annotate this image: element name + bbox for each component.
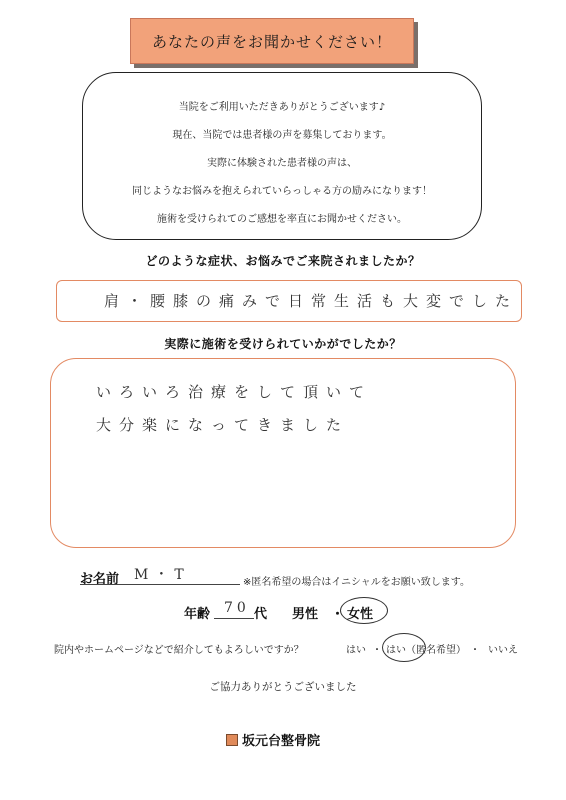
age-label: 年齢 — [184, 607, 211, 622]
age-suffix: 代 — [254, 607, 268, 622]
name-label: お名前 — [80, 572, 120, 587]
question-impression: 実際に施術を受けられていかがでしたか？ — [164, 337, 402, 351]
permission-question: 院内やホームページなどで紹介してもよろしいですか？ — [54, 645, 304, 656]
answer-symptoms-text: 肩・腰膝の痛みで日常生活も大変でした — [104, 292, 519, 310]
answer-impression-line-2: 大分楽になってきました — [96, 416, 350, 434]
permission-separator-2: ・ — [470, 645, 480, 656]
intro-line-2: 現在、当院では患者様の声を募集しております。 — [172, 130, 392, 141]
gender-female[interactable]: 女性 — [347, 607, 374, 622]
intro-line-3: 実際に体験された患者様の声は、 — [207, 158, 357, 169]
name-note: ※匿名希望の場合はイニシャルをお願い致します。 — [243, 577, 470, 588]
clinic-footer — [226, 730, 320, 749]
page-title: あなたの声をお聞かせください！ — [151, 32, 392, 51]
name-value[interactable]: M・T — [134, 567, 190, 583]
clinic-logo-icon — [226, 734, 238, 746]
permission-anonymous[interactable]: はい（匿名希望） — [386, 645, 466, 656]
page-title-banner — [130, 18, 414, 64]
question-symptoms: どのような症状、お悩みでご来院されましたか？ — [145, 254, 421, 268]
name-underline — [80, 584, 240, 585]
gender-separator: ・ — [331, 607, 345, 622]
intro-line-5: 施術を受けられてのご感想を率直にお聞かせください。 — [157, 214, 407, 225]
intro-line-1: 当院をご利用いただきありがとうございます♪ — [178, 102, 386, 113]
clinic-name: 坂元台整骨院 — [242, 734, 321, 749]
age-value[interactable]: 70 — [224, 600, 250, 616]
gender-male[interactable]: 男性 — [292, 607, 319, 622]
intro-line-4: 同じようなお悩みを抱えられていらっしゃる方の励みになります！ — [132, 186, 432, 197]
age-underline — [214, 618, 254, 619]
permission-yes[interactable]: はい — [346, 645, 366, 656]
thanks-message: ご協力ありがとうございました — [209, 681, 357, 693]
permission-no[interactable]: いいえ — [488, 645, 518, 656]
permission-separator-1: ・ — [372, 645, 382, 656]
answer-impression-line-1: いろいろ治療をして頂いて — [96, 383, 373, 401]
